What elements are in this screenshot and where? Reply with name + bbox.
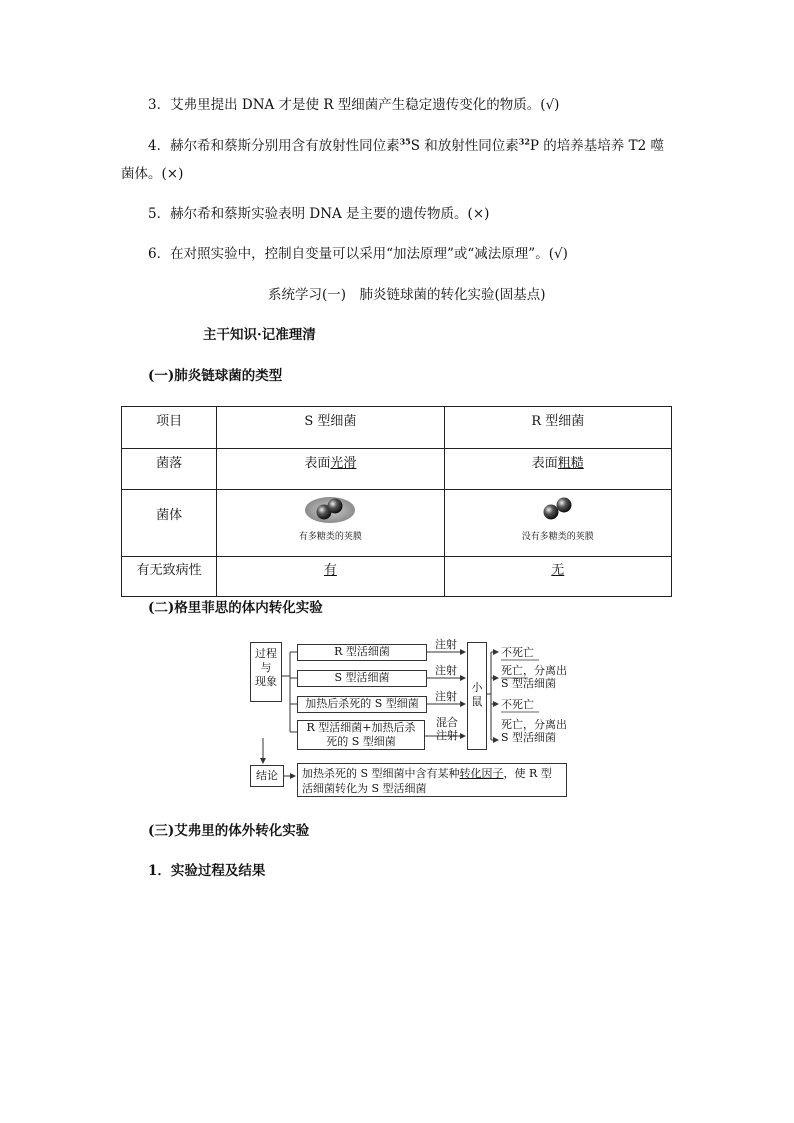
action-mix-inject: 混合注射 bbox=[436, 716, 458, 742]
statement-4-part-a: 4．赫尔希和蔡斯分别用含有放射性同位素 bbox=[148, 138, 400, 154]
table-header-row bbox=[122, 407, 672, 449]
process-label-box bbox=[250, 642, 282, 702]
colony-r-prefix: 表面 bbox=[531, 456, 558, 471]
mouse-label-1: 小 bbox=[471, 681, 483, 694]
result-2: 死亡，分离出 S 型活细菌 bbox=[501, 664, 567, 690]
sec1-title: (一)肺炎链球菌的类型 bbox=[148, 368, 283, 384]
statement-4-part-b: S 和放射性同位素 bbox=[410, 138, 519, 154]
colony-label: 菌落 bbox=[122, 449, 217, 490]
process-label-1: 过程 bbox=[255, 647, 277, 660]
subtitle: 主干知识·记准理清 bbox=[203, 327, 316, 343]
conclusion-post: ，使 R 型活细菌转化为 S 型活细菌 bbox=[302, 767, 552, 795]
virulence-s-answer: 有 bbox=[323, 563, 337, 578]
colony-s bbox=[217, 449, 444, 490]
input-mixed: R 型活细菌+加热后杀死的 S 型细菌 bbox=[297, 720, 425, 750]
table-row-body bbox=[122, 490, 672, 557]
statement-4-line1 bbox=[148, 137, 664, 155]
virulence-r-answer: 无 bbox=[551, 563, 565, 578]
virulence-s bbox=[217, 557, 444, 597]
colony-r-answer: 粗糙 bbox=[557, 456, 584, 471]
sec3-item1: 1．实验过程及结果 bbox=[148, 863, 266, 879]
conclusion-key: 转化因子 bbox=[459, 767, 504, 780]
s-type-caption: 有多糖类的荚膜 bbox=[298, 532, 362, 542]
r-type-bacteria-image bbox=[528, 493, 588, 525]
action-inject-3: 注射 bbox=[435, 690, 457, 703]
sec3-title: (三)艾弗里的体外转化实验 bbox=[148, 823, 310, 839]
s-type-bacteria-image bbox=[300, 493, 360, 525]
virulence-label: 有无致病性 bbox=[122, 557, 217, 597]
conclusion-box bbox=[297, 763, 567, 797]
body-r bbox=[444, 490, 671, 557]
statement-6: 6．在对照实验中，控制自变量可以采用“加法原理”或“减法原理”。(√) bbox=[148, 246, 568, 262]
isotope-35-superscript: 35 bbox=[399, 136, 411, 147]
table-row-colony bbox=[122, 449, 672, 490]
table-header-s: S 型细菌 bbox=[217, 407, 444, 449]
colony-s-answer: 光滑 bbox=[330, 456, 357, 471]
statement-4-part-c: P 的培养基培养 T2 噬 bbox=[529, 138, 664, 154]
bacteria-types-table bbox=[121, 406, 672, 597]
statement-4-line2: 菌体。(×) bbox=[121, 166, 184, 182]
sec2-title: (二)格里菲思的体内转化实验 bbox=[148, 600, 323, 616]
table-header-r: R 型细菌 bbox=[444, 407, 671, 449]
conclusion-pre: 加热杀死的 S 型细菌中含有某种 bbox=[302, 767, 460, 780]
virulence-r bbox=[444, 557, 671, 597]
colony-r bbox=[444, 449, 671, 490]
body-s bbox=[217, 490, 444, 557]
result-3: 不死亡 bbox=[501, 698, 534, 711]
section-title: 系统学习(一) 肺炎链球菌的转化实验(固基点) bbox=[268, 287, 546, 303]
statement-3: 3．艾弗里提出 DNA 才是使 R 型细菌产生稳定遗传变化的物质。(√) bbox=[148, 97, 560, 113]
table-row-virulence bbox=[122, 557, 672, 597]
r-type-caption: 没有多糖类的荚膜 bbox=[521, 532, 594, 542]
statement-5: 5．赫尔希和蔡斯实验表明 DNA 是主要的遗传物质。(×) bbox=[148, 206, 490, 222]
action-inject-1: 注射 bbox=[435, 638, 457, 651]
table-header-item: 项目 bbox=[122, 407, 217, 449]
griffith-diagram bbox=[245, 636, 575, 802]
mouse-box bbox=[467, 642, 487, 750]
input-r-live: R 型活细菌 bbox=[297, 644, 427, 661]
input-heat-killed-s: 加热后杀死的 S 型细菌 bbox=[297, 696, 427, 713]
process-label-2: 与 bbox=[260, 661, 272, 674]
result-1: 不死亡 bbox=[501, 646, 534, 659]
body-label: 菌体 bbox=[122, 490, 217, 557]
mouse-label-2: 鼠 bbox=[471, 695, 483, 708]
colony-s-prefix: 表面 bbox=[304, 456, 331, 471]
action-inject-2: 注射 bbox=[435, 664, 457, 677]
process-label-3: 现象 bbox=[255, 675, 277, 688]
conclusion-label-box: 结论 bbox=[250, 765, 284, 787]
isotope-32-superscript: 32 bbox=[518, 136, 530, 147]
input-s-live: S 型活细菌 bbox=[297, 670, 427, 687]
result-4: 死亡，分离出 S 型活细菌 bbox=[501, 718, 567, 744]
